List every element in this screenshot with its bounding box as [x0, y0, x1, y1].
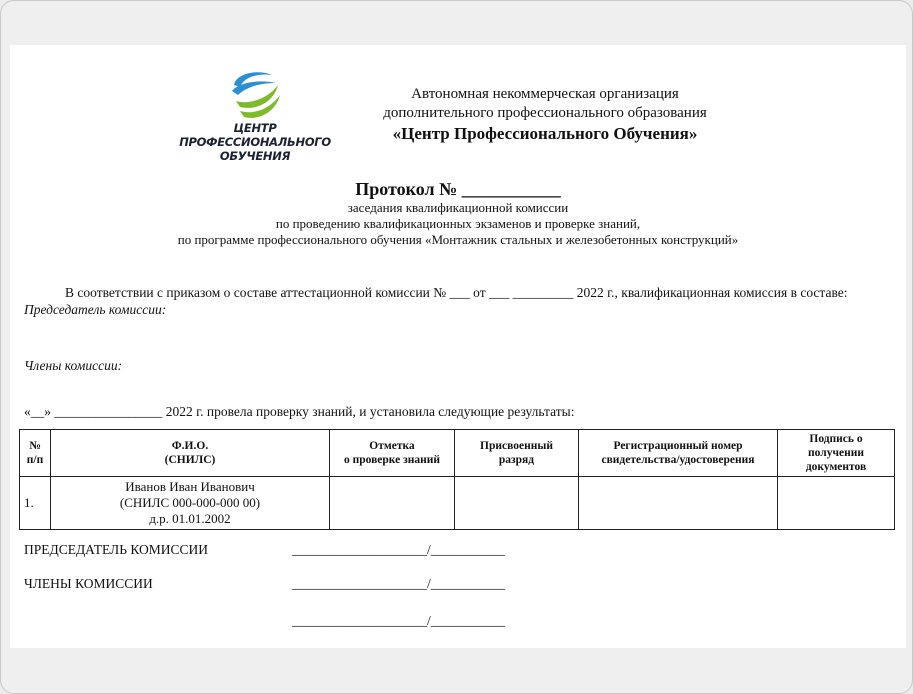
protocol-subtitle-1: заседания квалификационной комиссии [347, 200, 569, 215]
cell-rank [455, 477, 579, 530]
logo-line-1: ЦЕНТР [233, 121, 277, 135]
header-check [330, 430, 455, 477]
cell-fio [51, 477, 330, 530]
member-signature-line-1: ____________________/___________ [292, 576, 506, 591]
header-sign-line-2: документов [805, 461, 867, 473]
organization-header [340, 85, 750, 145]
org-line-1: Автономная некоммерческая организация [411, 86, 679, 102]
cell-reg [579, 477, 778, 530]
protocol-subtitle-2: по проведению квалификационных экзаменов и проверке знаний, [275, 216, 641, 231]
header-rank-line-2: разряд [498, 454, 535, 466]
results-line: «__» ________________ 2022 г. провела проверку знаний, и установила следующие результаты: [24, 404, 575, 419]
header-sign [778, 430, 895, 477]
cell-num: 1. [20, 477, 51, 530]
logo-line-2: ПРОФЕССИОНАЛЬНОГО [179, 135, 331, 149]
chairman-signature-label: ПРЕДСЕДАТЕЛЬ КОМИССИИ [24, 542, 209, 557]
header-fio-line-1: Ф.И.О. [171, 440, 209, 452]
chairman-signature-row [24, 542, 506, 558]
org-line-2: дополнительного профессионального образования [383, 105, 707, 121]
members-signature-label: ЧЛЕНЫ КОМИССИИ [24, 576, 153, 591]
cell-fio-snils: (СНИЛС 000-000-000 00) [119, 495, 261, 510]
protocol-title: Протокол № ___________ [355, 179, 561, 199]
members-label: Члены комиссии: [24, 358, 123, 373]
cell-sign [778, 477, 895, 530]
header-rank [455, 430, 579, 477]
member-signature-line-2: ____________________/___________ [292, 613, 506, 628]
protocol-subtitle-3: по программе профессионального обучения «Монтажник стальных и железобетонных конструкций» [177, 232, 739, 247]
header-sign-line-1: Подпись о получении [808, 433, 864, 459]
cell-fio-name: Иванов Иван Иванович [125, 479, 255, 494]
cell-check [330, 477, 455, 530]
header-reg-line-1: Регистрационный номер [613, 440, 743, 452]
header-rank-line-1: Присвоенный [480, 440, 553, 452]
document-page [10, 45, 906, 648]
header-fio-line-2: (СНИЛС) [164, 454, 216, 466]
header-fio [51, 430, 330, 477]
header-check-line-2: о проверке знаний [343, 454, 440, 466]
table-header-row [20, 430, 895, 477]
table-row [20, 477, 895, 530]
header-reg [579, 430, 778, 477]
header-reg-line-2: свидетельства/удостоверения [601, 454, 755, 466]
members-signature-row [24, 576, 506, 592]
logo-swoosh-icon [228, 65, 284, 121]
header-num: № п/п [20, 430, 51, 477]
chairman-signature-line: ____________________/___________ [292, 542, 506, 557]
header-check-line-1: Отметка [369, 440, 415, 452]
logo-line-3: ОБУЧЕНИЯ [219, 149, 291, 163]
organization-logo [170, 65, 340, 175]
cell-fio-dob: д.р. 01.01.2002 [149, 511, 231, 526]
results-table [19, 429, 895, 530]
intro-text: В соответствии с приказом о составе аттестационной комиссии № ___ от ___ _________ 2022 г., квалификационная комиссия в составе: [65, 285, 848, 300]
protocol-title-block [10, 178, 906, 248]
intro-paragraph [24, 285, 894, 301]
org-name: «Центр Профессионального Обучения» [392, 124, 698, 143]
chairman-label: Председатель комиссии: [24, 302, 167, 317]
